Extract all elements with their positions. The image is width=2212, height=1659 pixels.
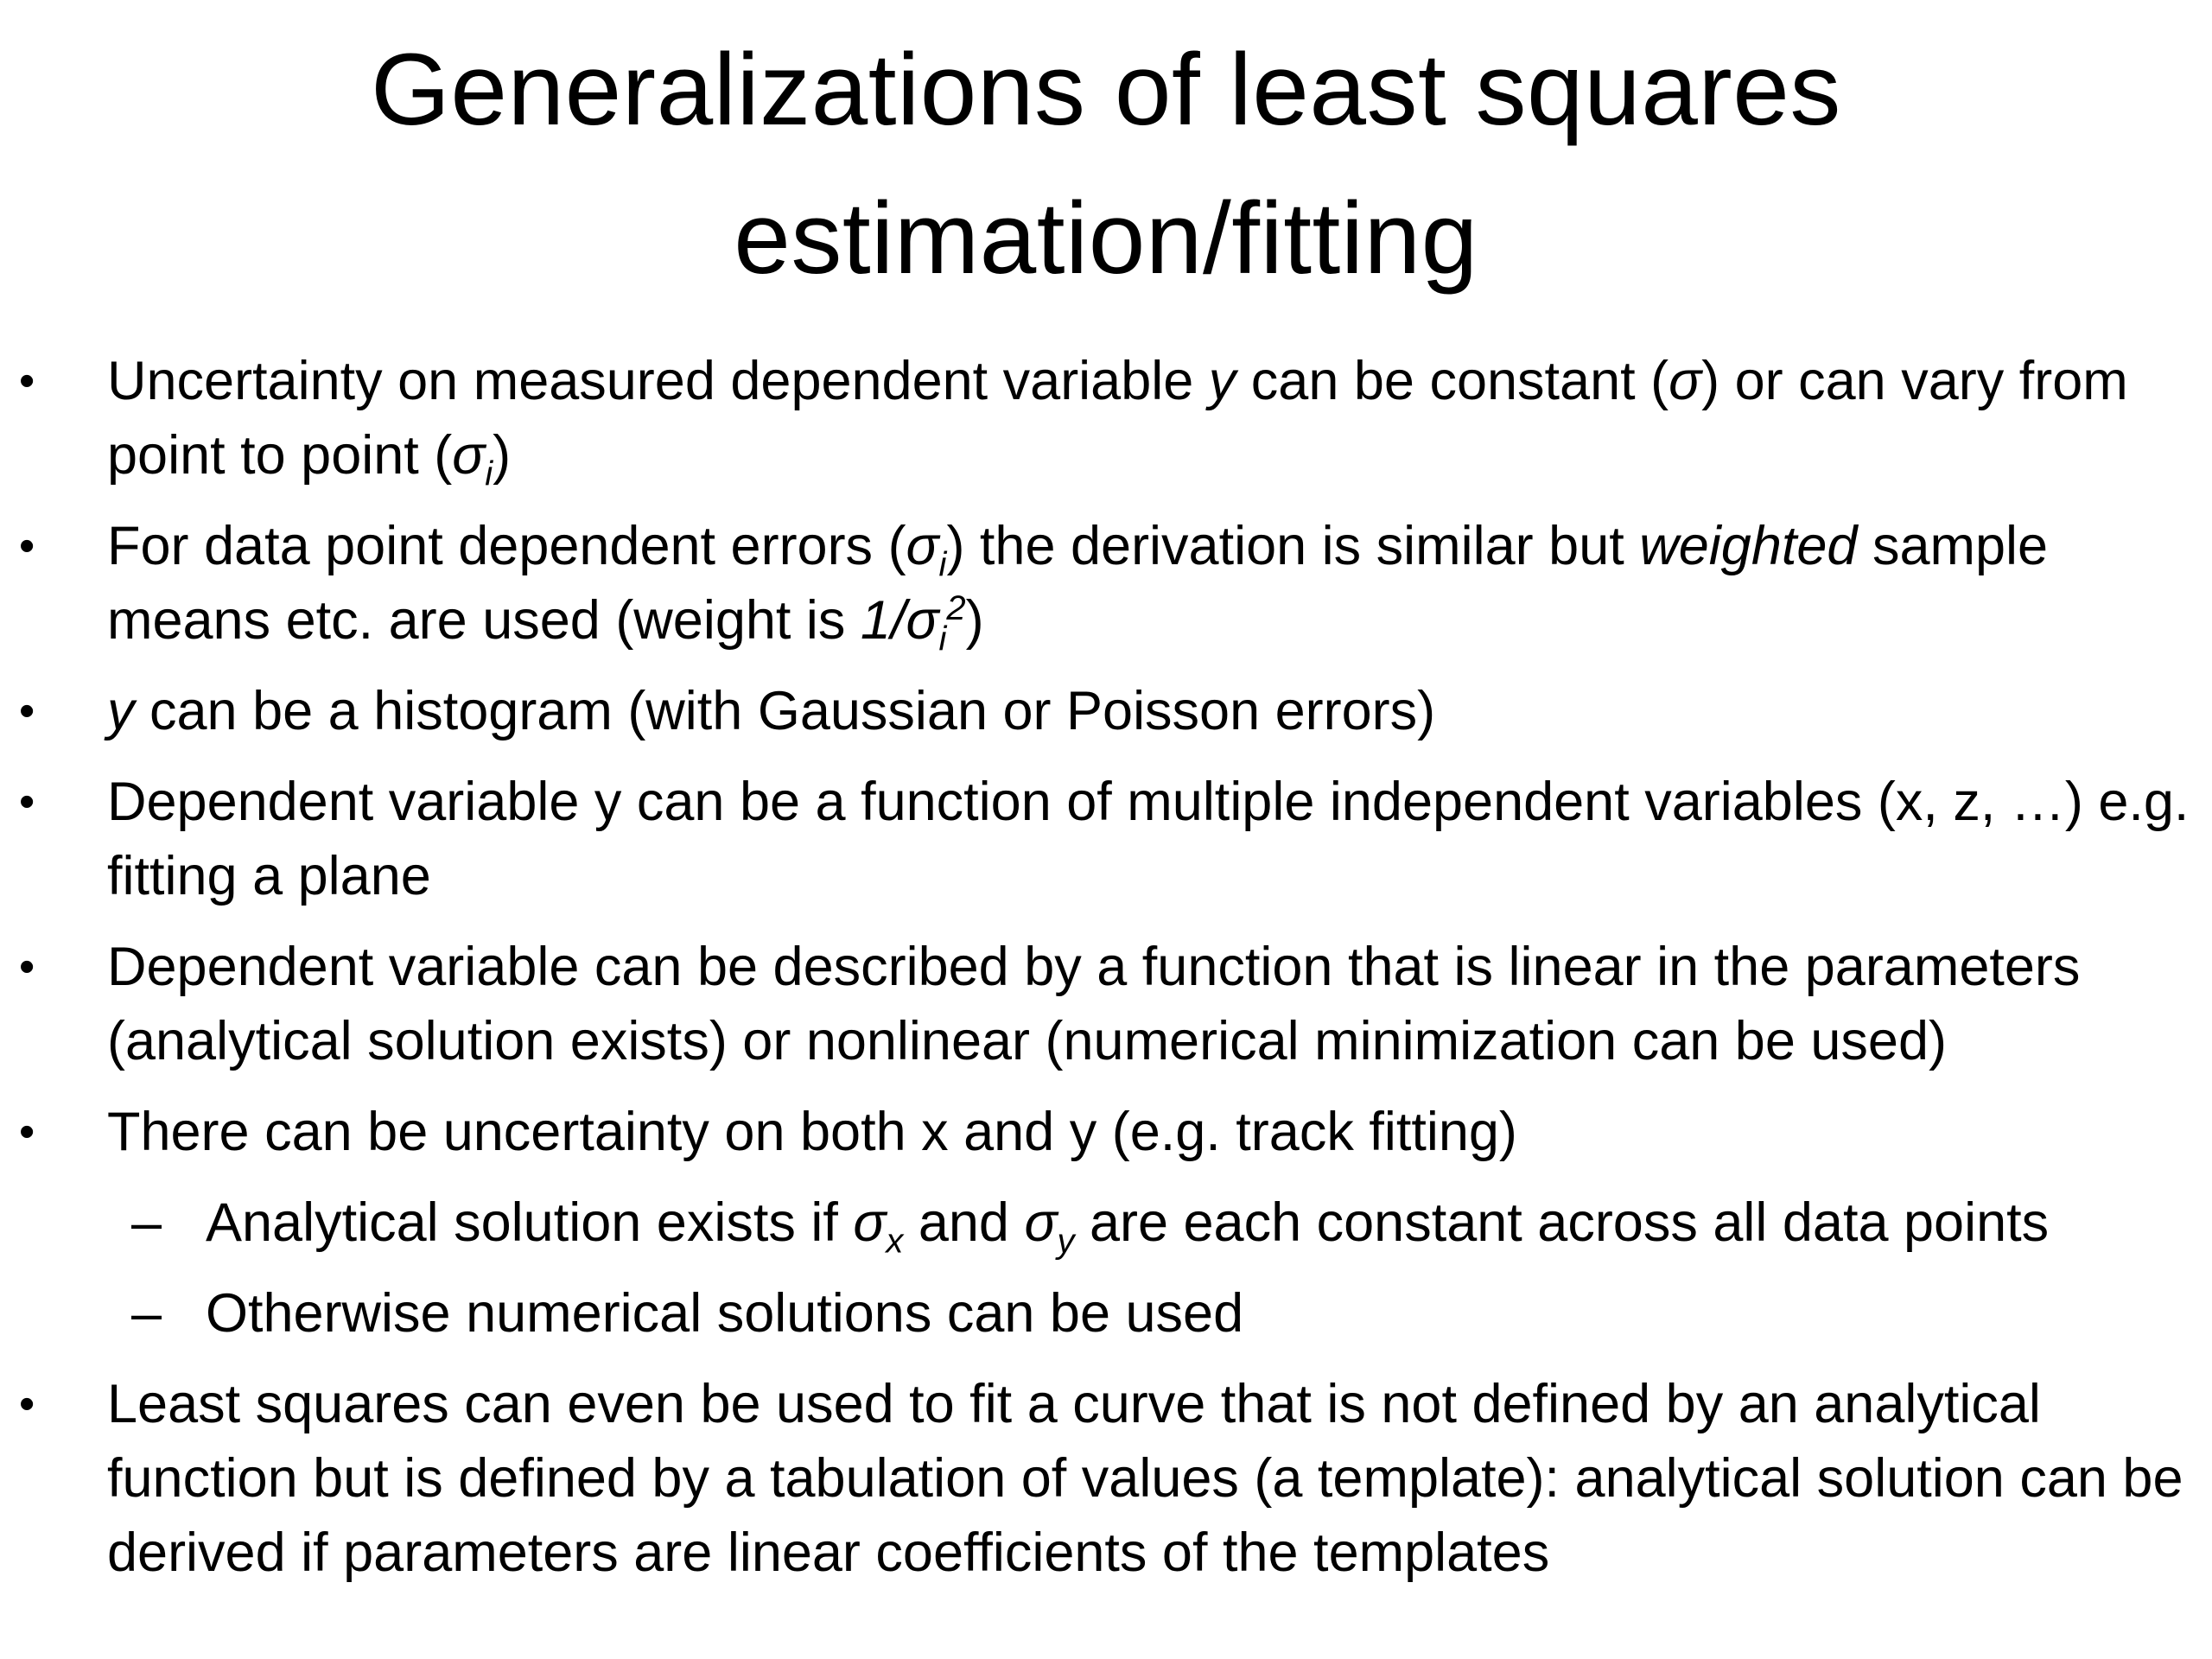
bullet-item-weighted (19, 509, 2196, 658)
subscript-x: x (886, 1222, 904, 1261)
bullet-marker: • (19, 942, 35, 992)
bullet-text (107, 681, 1435, 741)
one-over-sigma: 1/σ (860, 590, 939, 651)
text-segment: ) the derivation is similar but (946, 516, 1640, 576)
var-sigma-x (853, 1192, 904, 1261)
sub-item-analytical (19, 1185, 2196, 1260)
subscript-i: i (485, 454, 493, 493)
text-segment: can be a histogram (with Gaussian or Poisson errors) (134, 681, 1436, 741)
emphasis-weighted: weighted (1639, 516, 1858, 576)
bullet-marker: • (19, 686, 35, 736)
text-segment: Uncertainty on measured dependent variable (107, 351, 1209, 411)
bullet-text (107, 516, 2049, 658)
bullet-item-template (19, 1367, 2196, 1590)
bullet-marker: • (19, 1379, 35, 1429)
text-segment: Analytical solution exists if (206, 1192, 854, 1253)
var-sigma-y (1024, 1192, 1075, 1261)
sub-item-numerical (19, 1276, 2196, 1351)
var-y: y (107, 681, 135, 741)
bullet-item-multiple-variables (19, 765, 2196, 913)
bullet-item-uncertainty (19, 344, 2196, 493)
text-segment: sample means etc. are used (weight is (107, 516, 2049, 651)
text-segment: are each constant across all data points (1074, 1192, 2050, 1253)
sub-text: Otherwise numerical solutions can be used (206, 1283, 1244, 1344)
dash-marker: – (131, 1192, 162, 1253)
bullet-text: Least squares can even be used to fit a curve that is not defined by an analytical function but is defined by a tabulation of values (a template): analytical solution can be derived if parameters are linear coefficients of the templates (107, 1374, 2183, 1583)
title-line-2: estimation/fitting (734, 181, 1478, 296)
text-segment: ) (965, 590, 984, 651)
slide-title (0, 16, 2212, 313)
var-sigma-i (906, 516, 947, 584)
bullet-text: Dependent variable y can be a function of multiple independent variables (x, z, …) e.g. fitting a plane (107, 772, 2190, 906)
bullet-list (19, 344, 2196, 1606)
bullet-text: There can be uncertainty on both x and y (e.g. track fitting) (107, 1102, 1517, 1162)
sigma-symbol: σ (906, 516, 939, 576)
weight-formula (860, 589, 966, 658)
text-segment: ) (493, 425, 512, 486)
text-segment: ) or can vary from point to point ( (107, 351, 2128, 486)
subscript-y: y (1057, 1222, 1075, 1261)
subscript-i: i (938, 545, 947, 584)
bullet-marker: • (19, 1107, 35, 1157)
bullet-item-histogram (19, 674, 2196, 748)
bullet-item-linear-nonlinear (19, 930, 2196, 1078)
bullet-marker: • (19, 521, 35, 571)
text-segment: can be constant ( (1236, 351, 1669, 411)
text-segment: and (903, 1192, 1025, 1253)
var-sigma: σ (1669, 351, 1702, 411)
subscript-i: i (938, 620, 947, 658)
bullet-item-uncertainty-both (19, 1095, 2196, 1169)
bullet-marker: • (19, 777, 35, 827)
var-y: y (1208, 351, 1236, 411)
text-segment: For data point dependent errors ( (107, 516, 906, 576)
sigma-symbol: σ (452, 425, 486, 486)
var-sigma-i (452, 425, 493, 493)
bullet-text (107, 351, 2128, 493)
title-line-1: Generalizations of least squares (371, 33, 1841, 147)
sigma-symbol: σ (853, 1192, 887, 1253)
superscript-2: 2 (946, 589, 966, 627)
sub-text (206, 1192, 2050, 1261)
sigma-symbol: σ (1024, 1192, 1058, 1253)
dash-marker: – (131, 1283, 162, 1344)
bullet-marker: • (19, 356, 35, 406)
bullet-text: Dependent variable can be described by a function that is linear in the parameters (analytical solution exists) or nonlinear (numerical minimization can be used) (107, 937, 2081, 1071)
